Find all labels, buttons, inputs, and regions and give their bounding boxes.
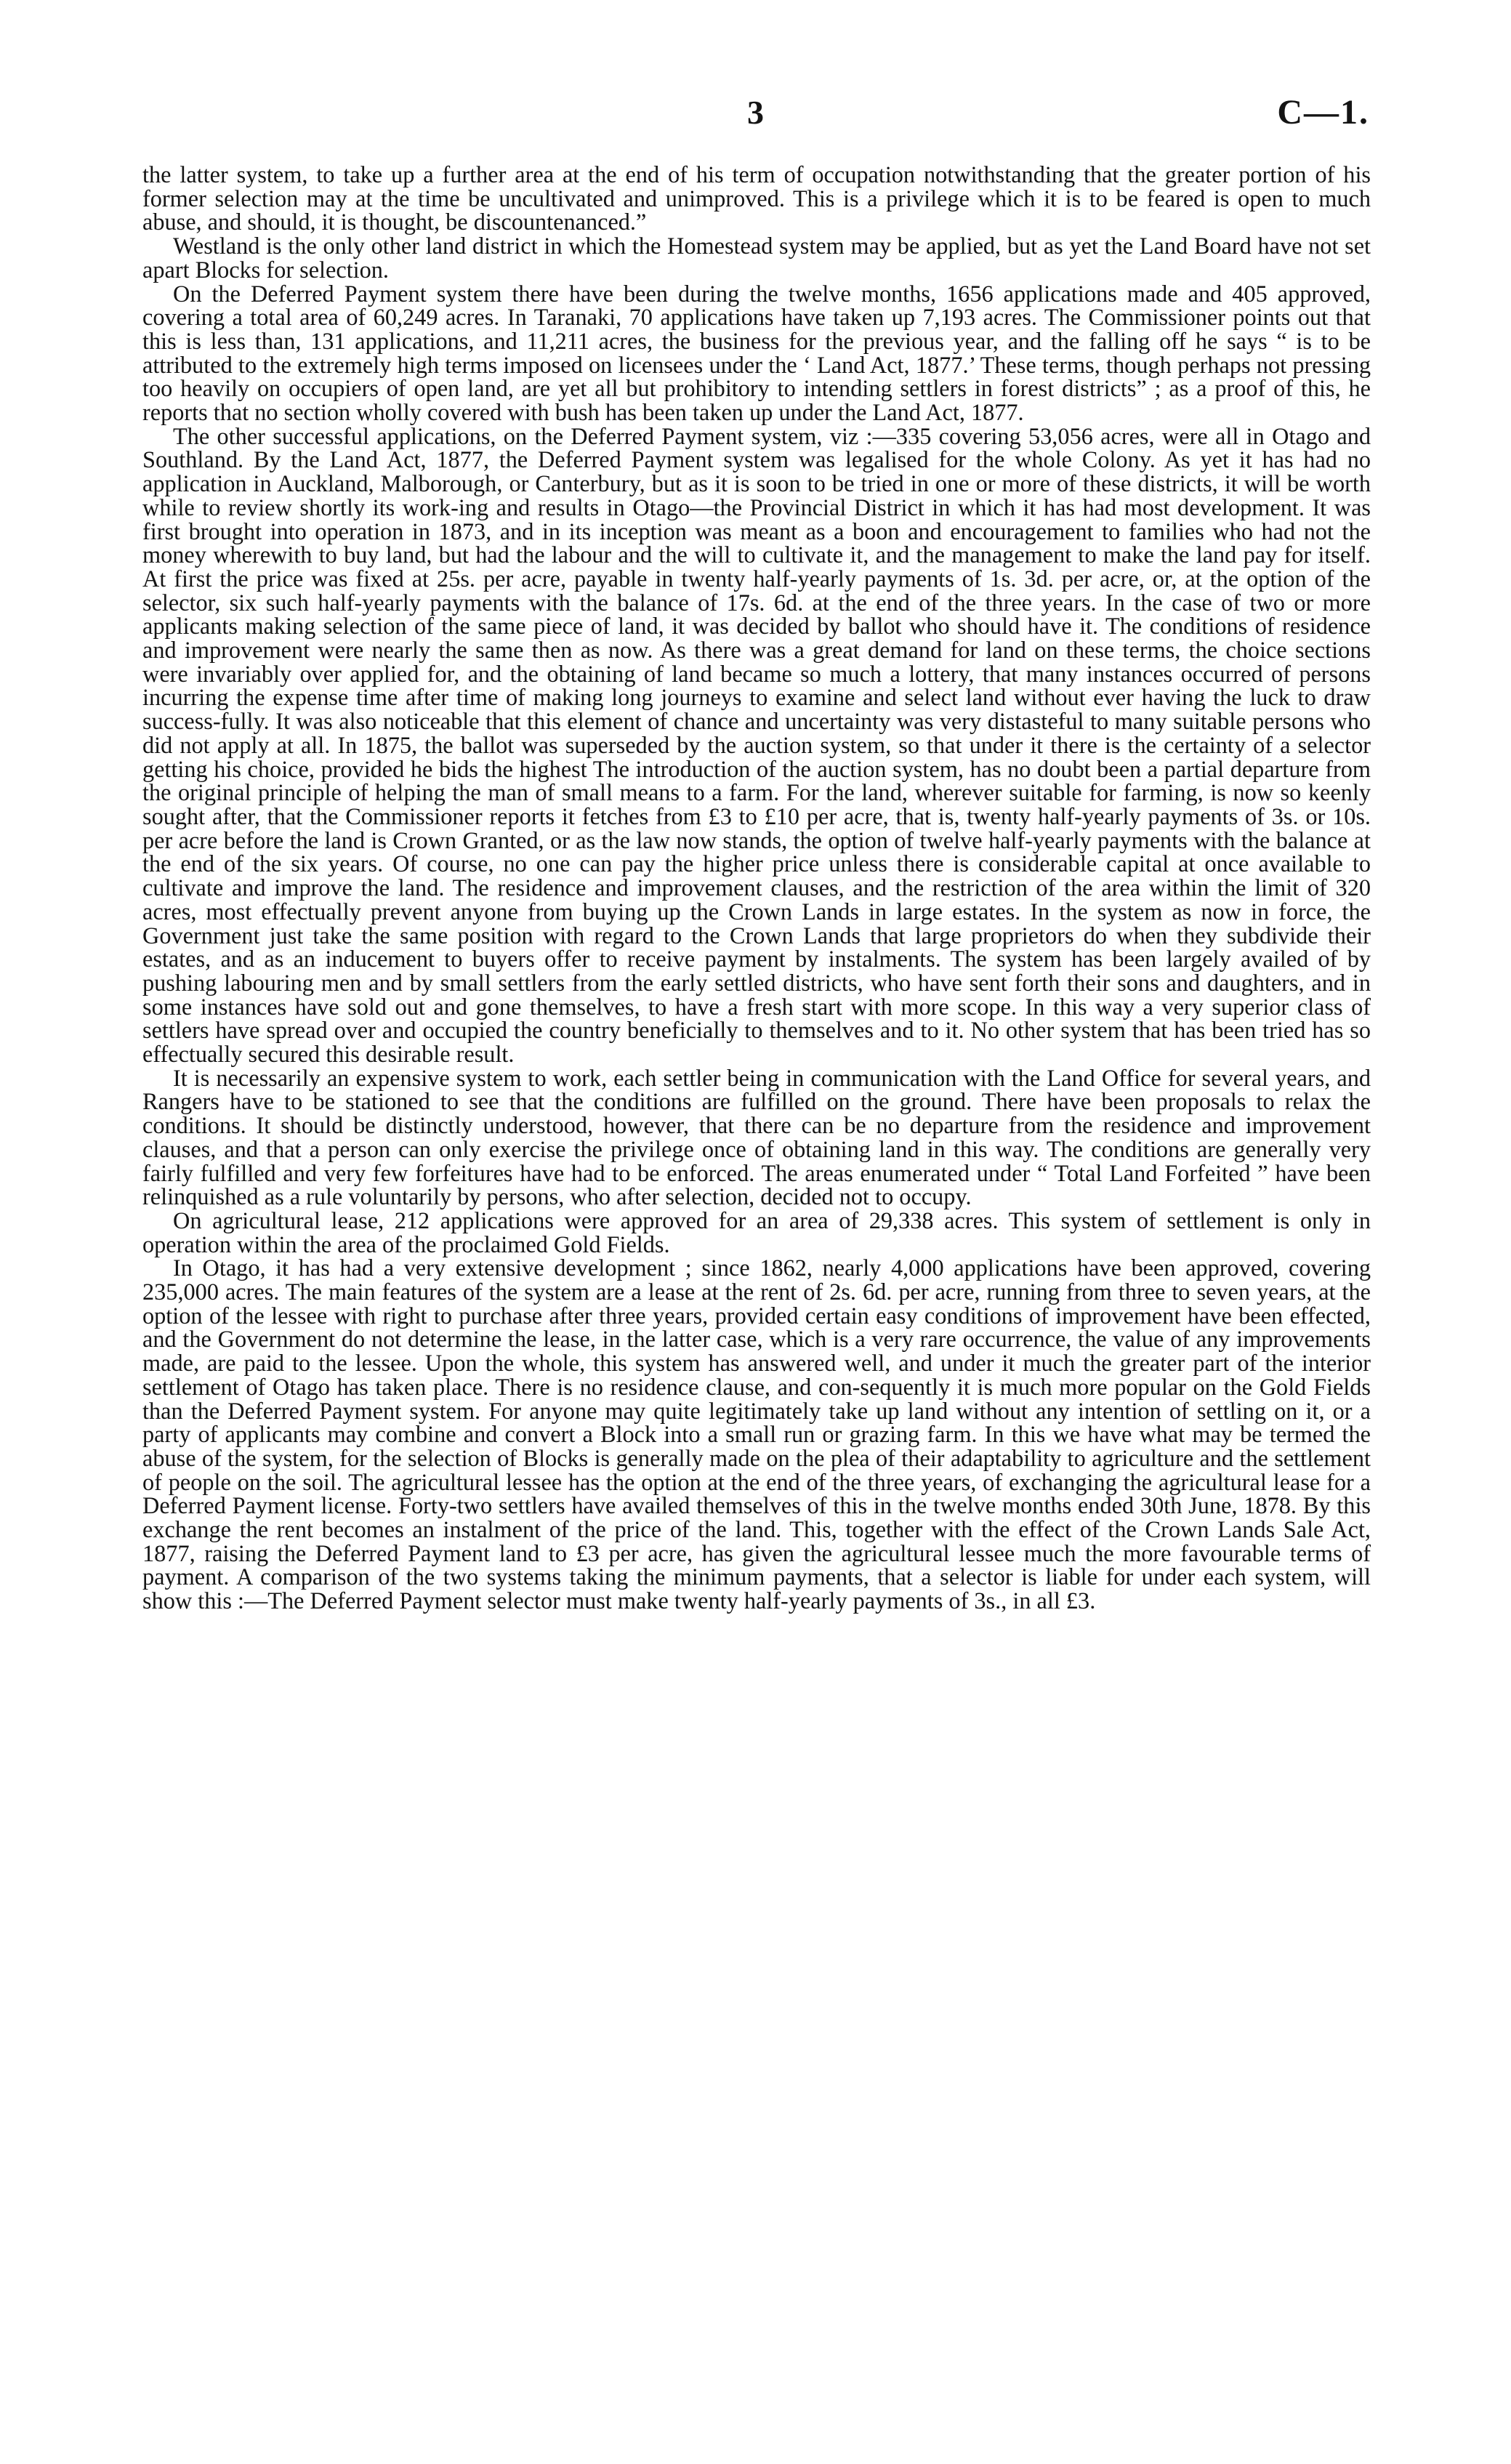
page-number: 3 bbox=[747, 94, 764, 131]
paragraph-deferred-payment: On the Deferred Payment system there have been during the twelve months, 1656 applications made and 405 approved, covering a total area of 60,249 acres. In Taranaki, 70 applications have taken up 7,193 acres. The Commissioner points out that this is less than, 131 applications, and 11,211 acres, the business for the previous year, and the falling off he says “ is to be attributed to the extremely high terms imposed on licensees under the ‘ Land Act, 1877.’ These terms, though perhaps not pressing too heavily on occupiers of open land, are yet all but prohibitory to intending settlers in forest districts” ; as a proof of this, he reports that no section wholly covered with bush has been taken up under the Land Act, 1877. bbox=[142, 280, 1371, 426]
page-header bbox=[142, 87, 1369, 138]
paragraph-otago-development: In Otago, it has had a very extensive development ; since 1862, nearly 4,000 applications have been approved, covering 235,000 acres. The main features of the system are a lease at the rent of 2s. 6d. per acre, running from three to seven years, at the option of the lessee with right to purchase after three years, provided certain easy conditions of improvement have been effected, and the Government do not determine the lease, in the latter case, which is a very rare occurrence, the value of any improvements made, are paid to the lessee. Upon the whole, this system has answered well, and under it much the greater part of the interior settlement of Otago has taken place. There is no residence clause, and con-sequently it is much more popular on the Gold Fields than the Deferred Payment system. For anyone may quite legitimately take up land without any intention of settling on it, or a party of applicants may combine and convert a Block into a small run or grazing farm. In this we have what may be termed the abuse of the system, for the selection of Blocks is generally made on the plea of their adaptability to agriculture and the settlement of people on the soil. The agricultural lessee has the option at the end of the three years, of exchanging the agricultural lease for a Deferred Payment license. Forty-two settlers have availed themselves of this in the twelve months ended 30th June, 1878. By this exchange the rent becomes an instalment of the price of the land. This, together with the effect of the Crown Lands Sale Act, 1877, raising the Deferred Payment land to £3 per acre, has given the agricultural lessee much the more favourable terms of payment. A comparison of the two systems taking the minimum payments, that a selector is liable for under each system, will show this :—The Deferred Payment selector must make twenty half-yearly payments of 3s., in all £3. bbox=[142, 1255, 1371, 1614]
paragraph-agricultural-lease: On agricultural lease, 212 applications were approved for an area of 29,338 acres. This system of settlement is only in operation within the area of the proclaimed Gold Fields. bbox=[142, 1207, 1371, 1257]
paragraph-continuation: the latter system, to take up a further area at the end of his term of occupation notwithstanding that the greater portion of his former selection may at the time be uncultivated and unimproved. This is a privilege which it is to be feared is open to much abuse, and should, it is thought, be discountenanced.” bbox=[142, 161, 1371, 235]
paragraph-otago-southland: The other successful applications, on the Deferred Payment system, viz :—335 covering 53,056 acres, were all in Otago and Southland. By the Land Act, 1877, the Deferred Payment system was legalised for the whole Colony. As yet it has had no application in Auckland, Malborough, or Canterbury, but as it is soon to be tried in one or more of these districts, it will be worth while to review shortly its work-ing and results in Otago—the Provincial District in which it has had most development. It was first brought into operation in 1873, and in its inception was meant as a boon and encouragement to families who had not the money wherewith to buy land, but had the labour and the will to cultivate it, and the management to make the land pay for itself. At first the price was fixed at 25s. per acre, payable in twenty half-yearly payments of 1s. 3d. per acre, or, at the option of the selector, six such half-yearly payments with the balance of 17s. 6d. at the end of the three years. In the case of two or more applicants making selection of the same piece of land, it was decided by ballot who should have it. The conditions of residence and improvement were nearly the same then as now. As there was a great demand for land on these terms, the choice sections were invariably over applied for, and the obtaining of land became so much a lottery, that many instances occurred of persons incurring the expense time after time of making long journeys to examine and select land without ever having the luck to draw success-fully. It was also noticeable that this element of chance and uncertainty was very distasteful to many suitable persons who did not apply at all. In 1875, the ballot was superseded by the auction system, so that under it there is the certainty of a selector getting his choice, provided he bids the highest The introduction of the auction system, has no doubt been a partial departure from the original principle of helping the man of small means to a farm. For the land, wherever suitable for farming, is now so keenly sought after, that the Commissioner reports it fetches from £3 to £10 per acre, that is, twenty half-yearly payments of 3s. or 10s. per acre before the land is Crown Granted, or as the law now stands, the option of twelve half-yearly payments with the balance at the end of the six years. Of course, no one can pay the higher price unless there is considerable capital at once available to cultivate and improve the land. The residence and improvement clauses, and the restriction of the area within the limit of 320 acres, most effectually prevent anyone from buying up the Crown Lands in large estates. In the system as now in force, the Government just take the same position with regard to the Crown Lands that large proprietors do when they subdivide their estates, and as an inducement to buyers offer to receive payment by instalments. The system has been largely availed of by pushing labouring men and by small settlers from the early settled districts, who have sent forth their sons and daughters, and in some instances have sold out and gone themselves, to have a fresh start with more scope. In this way a very superior class of settlers have spread over and occupied the country beneficially to themselves and to it. No other system that has been tried has so effectually secured this desirable result. bbox=[142, 422, 1371, 1068]
paragraph-expensive-system: It is necessarily an expensive system to work, each settler being in communication with the Land Office for several years, and Rangers have to be stationed to see that the conditions are fulfilled on the ground. There have been proposals to relax the conditions. It should be distinctly understood, however, that there can be no departure from the residence and improvement clauses, and that a person can only exercise the privilege once of obtaining land in this way. The conditions are generally very fairly fulfilled and very few forfeitures have had to be enforced. The areas enumerated under “ Total Land Forfeited ” have been relinquished as a rule voluntarily by persons, who after selection, decided not to occupy. bbox=[142, 1064, 1371, 1210]
paragraph-westland: Westland is the only other land district in which the Homestead system may be applied, but as yet the Land Board have not set apart Blocks for selection. bbox=[142, 233, 1371, 283]
document-reference: C—1. bbox=[1277, 93, 1369, 132]
body-text bbox=[142, 163, 1371, 1613]
